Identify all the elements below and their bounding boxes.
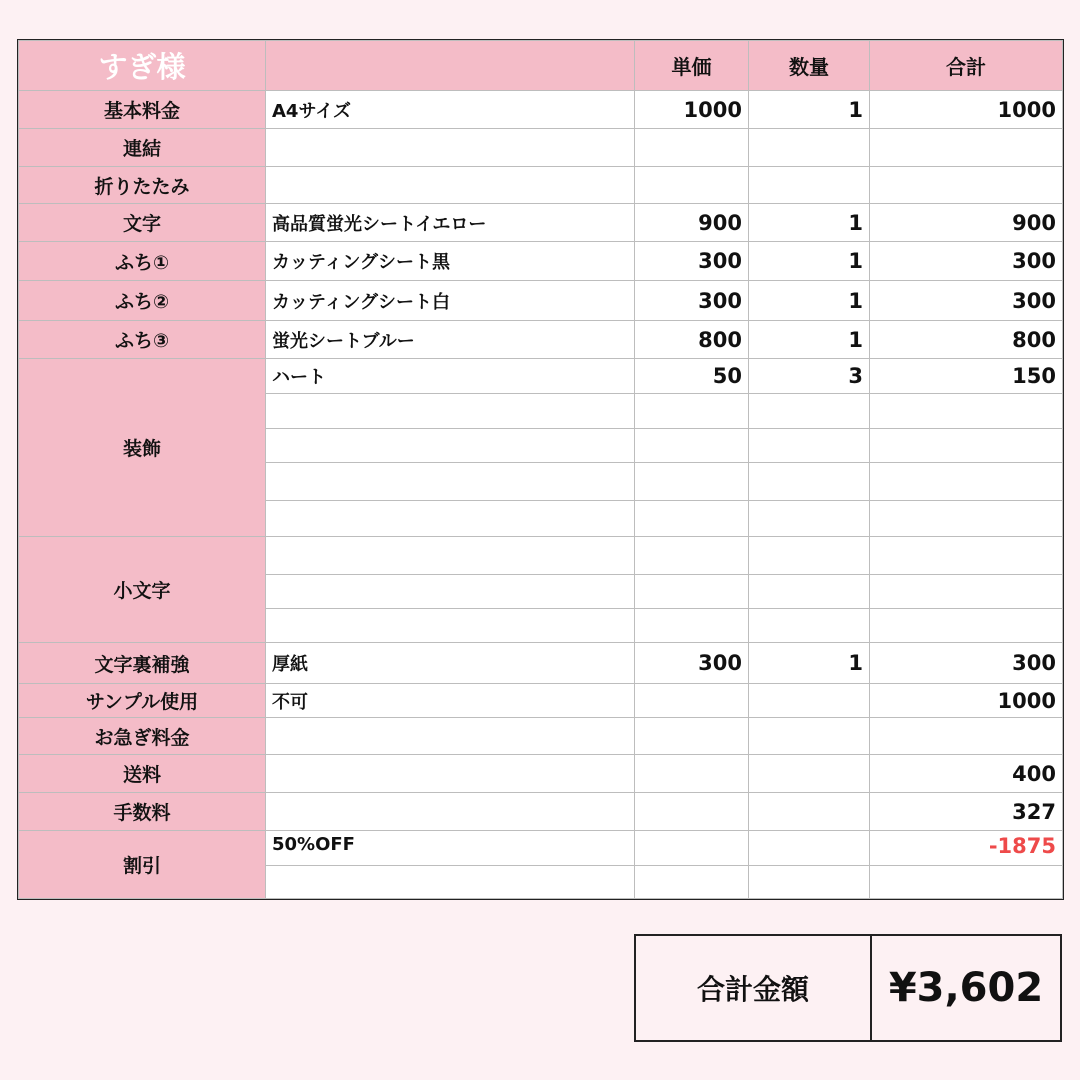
item-cell xyxy=(266,575,635,609)
row-label: ふち③ xyxy=(19,321,266,359)
total-cell: 327 xyxy=(870,793,1063,831)
quantity-cell: 1 xyxy=(749,281,870,321)
total-cell xyxy=(870,609,1063,643)
quantity-cell xyxy=(749,394,870,429)
total-cell xyxy=(870,537,1063,575)
total-cell: 1000 xyxy=(870,91,1063,129)
row-shipping xyxy=(19,755,1063,793)
row-small-text xyxy=(19,537,1063,575)
unit-price-cell xyxy=(635,684,749,718)
unit-price-cell xyxy=(635,537,749,575)
item-cell xyxy=(266,129,635,167)
unit-price-cell xyxy=(635,575,749,609)
quantity-cell: 1 xyxy=(749,242,870,281)
unit-price-cell: 50 xyxy=(635,359,749,394)
quantity-cell xyxy=(749,429,870,463)
quantity-cell xyxy=(749,755,870,793)
total-cell: 300 xyxy=(870,242,1063,281)
item-cell xyxy=(266,167,635,204)
row-label: 連結 xyxy=(19,129,266,167)
item-cell: カッティングシート白 xyxy=(266,281,635,321)
row-label: 送料 xyxy=(19,755,266,793)
row-border-3 xyxy=(19,321,1063,359)
item-cell xyxy=(266,429,635,463)
row-decoration xyxy=(19,359,1063,394)
unit-price-cell: 300 xyxy=(635,281,749,321)
row-label: ふち① xyxy=(19,242,266,281)
row-label: ふち② xyxy=(19,281,266,321)
total-cell xyxy=(870,394,1063,429)
quantity-cell: 1 xyxy=(749,643,870,684)
total-cell xyxy=(870,429,1063,463)
item-cell: 高品質蛍光シートイエロー xyxy=(266,204,635,242)
header-row xyxy=(19,41,1063,91)
total-cell: 150 xyxy=(870,359,1063,394)
unit-price-cell: 1000 xyxy=(635,91,749,129)
grand-total-box xyxy=(634,934,1062,1042)
item-cell xyxy=(266,718,635,755)
total-cell: 800 xyxy=(870,321,1063,359)
row-express-fee xyxy=(19,718,1063,755)
total-cell xyxy=(870,463,1063,501)
row-folding xyxy=(19,167,1063,204)
row-base-fee xyxy=(19,91,1063,129)
quantity-cell: 3 xyxy=(749,359,870,394)
unit-price-cell xyxy=(635,394,749,429)
item-cell: A4サイズ xyxy=(266,91,635,129)
row-back-reinforce xyxy=(19,643,1063,684)
unit-price-cell xyxy=(635,718,749,755)
quantity-cell xyxy=(749,501,870,537)
discount-total-cell: -1875 xyxy=(870,831,1063,866)
quantity-cell xyxy=(749,129,870,167)
row-label: 折りたたみ xyxy=(19,167,266,204)
item-cell xyxy=(266,609,635,643)
item-cell xyxy=(266,755,635,793)
estimate-table xyxy=(18,40,1063,899)
unit-price-cell xyxy=(635,463,749,501)
total-cell: 300 xyxy=(870,643,1063,684)
quantity-cell xyxy=(749,463,870,501)
item-cell: 厚紙 xyxy=(266,643,635,684)
unit-price-cell xyxy=(635,609,749,643)
item-cell: 50%OFF xyxy=(266,831,635,866)
header-total: 合計 xyxy=(870,41,1063,91)
quantity-cell: 1 xyxy=(749,321,870,359)
row-label: 割引 xyxy=(19,831,266,899)
row-handling-fee xyxy=(19,793,1063,831)
row-label: 装飾 xyxy=(19,359,266,537)
row-label: 基本料金 xyxy=(19,91,266,129)
quantity-cell xyxy=(749,167,870,204)
row-label: お急ぎ料金 xyxy=(19,718,266,755)
quantity-cell xyxy=(749,609,870,643)
item-cell: 不可 xyxy=(266,684,635,718)
unit-price-cell xyxy=(635,501,749,537)
unit-price-cell xyxy=(635,831,749,866)
grand-total-label: 合計金額 xyxy=(636,936,872,1040)
unit-price-cell: 300 xyxy=(635,643,749,684)
unit-price-cell: 300 xyxy=(635,242,749,281)
quantity-cell xyxy=(749,866,870,899)
unit-price-cell xyxy=(635,755,749,793)
item-cell: カッティングシート黒 xyxy=(266,242,635,281)
quantity-cell xyxy=(749,793,870,831)
total-cell: 300 xyxy=(870,281,1063,321)
row-label: 小文字 xyxy=(19,537,266,643)
total-cell xyxy=(870,866,1063,899)
quantity-cell xyxy=(749,718,870,755)
quantity-cell xyxy=(749,575,870,609)
quantity-cell: 1 xyxy=(749,204,870,242)
header-unit-price: 単価 xyxy=(635,41,749,91)
unit-price-cell xyxy=(635,866,749,899)
quantity-cell xyxy=(749,831,870,866)
unit-price-cell xyxy=(635,129,749,167)
quantity-cell: 1 xyxy=(749,91,870,129)
total-cell: 400 xyxy=(870,755,1063,793)
row-discount xyxy=(19,831,1063,866)
row-label: 文字裏補強 xyxy=(19,643,266,684)
grand-total-value: ¥3,602 xyxy=(888,965,1044,1011)
item-cell xyxy=(266,463,635,501)
row-border-1 xyxy=(19,242,1063,281)
item-cell: ハート xyxy=(266,359,635,394)
total-cell xyxy=(870,575,1063,609)
item-cell xyxy=(266,537,635,575)
total-cell xyxy=(870,501,1063,537)
item-cell: 蛍光シートブルー xyxy=(266,321,635,359)
row-sample-use xyxy=(19,684,1063,718)
total-cell: 1000 xyxy=(870,684,1063,718)
header-quantity: 数量 xyxy=(749,41,870,91)
quantity-cell xyxy=(749,537,870,575)
customer-name: すぎ様 xyxy=(19,41,266,91)
row-linking xyxy=(19,129,1063,167)
total-cell xyxy=(870,129,1063,167)
row-text xyxy=(19,204,1063,242)
row-label: 手数料 xyxy=(19,793,266,831)
item-cell xyxy=(266,501,635,537)
total-cell xyxy=(870,718,1063,755)
unit-price-cell: 900 xyxy=(635,204,749,242)
row-label: サンプル使用 xyxy=(19,684,266,718)
unit-price-cell: 800 xyxy=(635,321,749,359)
unit-price-cell xyxy=(635,793,749,831)
item-cell xyxy=(266,394,635,429)
row-label: 文字 xyxy=(19,204,266,242)
total-cell xyxy=(870,167,1063,204)
item-cell xyxy=(266,866,635,899)
row-border-2 xyxy=(19,281,1063,321)
unit-price-cell xyxy=(635,429,749,463)
unit-price-cell xyxy=(635,167,749,204)
header-item-cell xyxy=(266,41,635,91)
total-cell: 900 xyxy=(870,204,1063,242)
item-cell xyxy=(266,793,635,831)
quantity-cell xyxy=(749,684,870,718)
